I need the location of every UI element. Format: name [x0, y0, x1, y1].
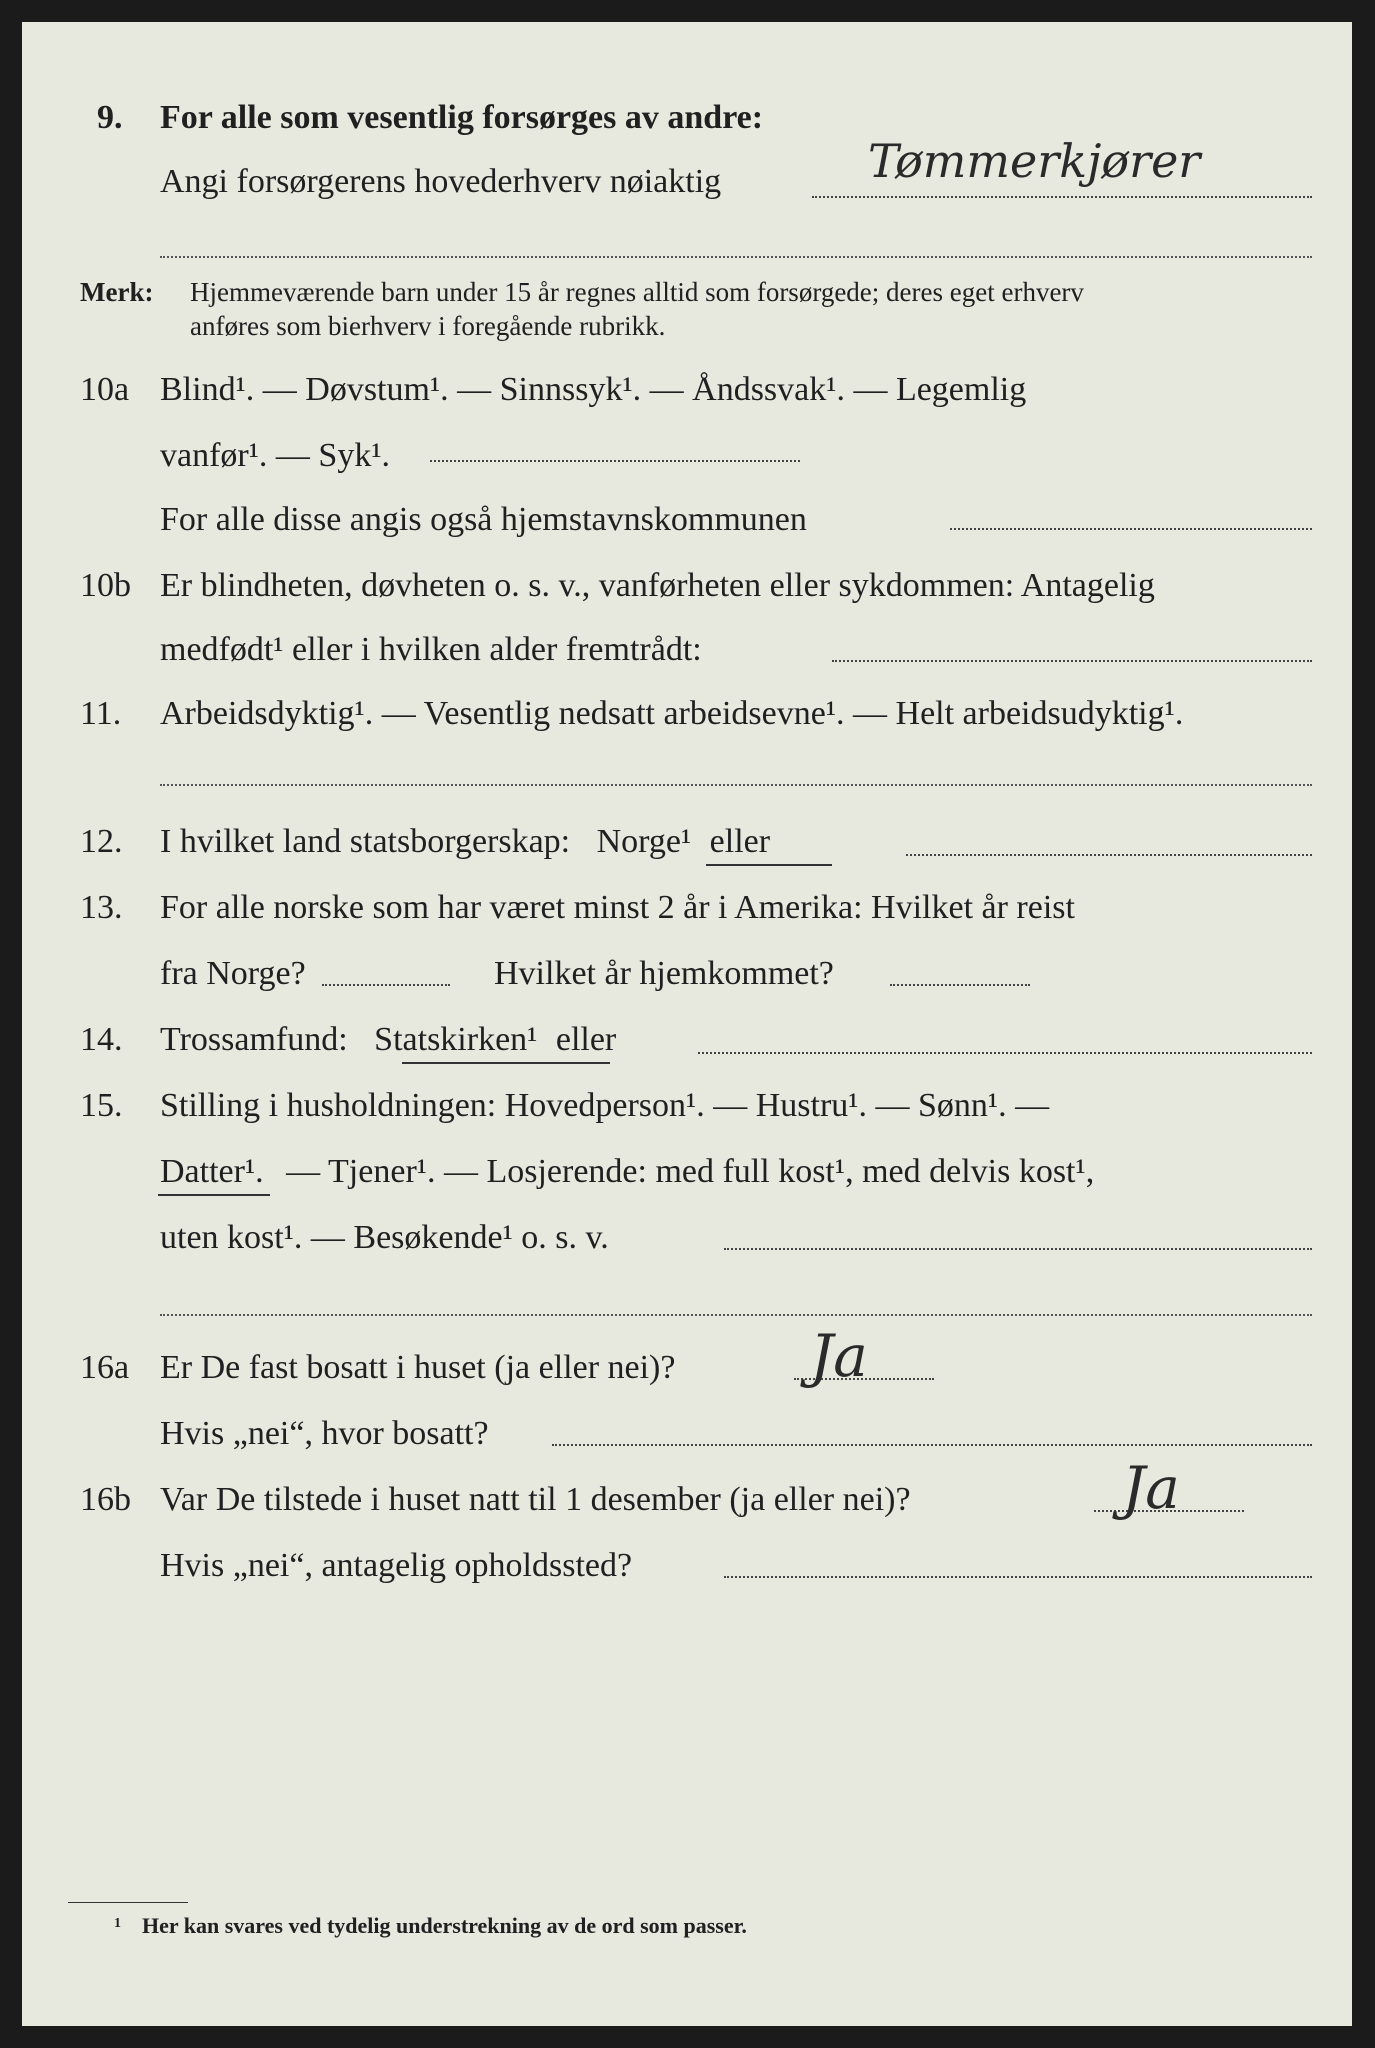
q15-answer-underline — [158, 1194, 270, 1196]
q12-answer-line[interactable] — [906, 854, 1312, 856]
q14-underlined-answer: Statskirken¹ — [374, 1021, 538, 1058]
footnote-text: Her kan svares ved tydelig understrekning av de ord som passer. — [142, 1913, 747, 1938]
merk-text-line2: anføres som bierhverv i foregående rubrikk. — [190, 311, 666, 341]
footnote-separator — [68, 1902, 188, 1903]
census-form-page — [22, 22, 1352, 2026]
q16b-handwritten-answer: Ja — [1122, 1454, 1180, 1522]
q10b-answer-line[interactable] — [832, 660, 1312, 662]
q15-answer-line[interactable] — [724, 1248, 1312, 1250]
q11-number: 11. — [80, 695, 122, 732]
q10a-line2: vanfør¹. — Syk¹. — [160, 437, 391, 474]
q10a-number: 10a — [80, 371, 130, 408]
q16b-line2: Hvis „nei“, antagelig opholdssted? — [160, 1547, 633, 1584]
q12-number: 12. — [80, 823, 123, 860]
q14-answer-underline — [402, 1062, 610, 1064]
q14-number: 14. — [80, 1021, 123, 1058]
q16a-handwritten-answer: Ja — [810, 1322, 868, 1390]
q15-number: 15. — [80, 1087, 123, 1124]
q12-answer-underline — [706, 864, 832, 866]
q15-line1: Stilling i husholdningen: Hovedperson¹. — Hustru¹. — Sønn¹. — — [160, 1087, 1050, 1124]
q16b-location-line[interactable] — [724, 1576, 1312, 1578]
q16b-line1: Var De tilstede i huset natt til 1 desember (ja eller nei)? — [160, 1481, 911, 1518]
q14-prompt — [160, 1020, 616, 1060]
q10b-number: 10b — [80, 567, 131, 604]
q13-line1: For alle norske som har været minst 2 år i Amerika: Hvilket år reist — [160, 889, 1075, 926]
q10a-sick-answer-line[interactable] — [430, 460, 800, 462]
q12-prefix: I hvilket land statsborgerskap: — [160, 823, 571, 860]
q10a-line3: For alle disse angis også hjemstavnskommunen — [160, 501, 807, 538]
q15-extra-line[interactable] — [160, 1314, 1312, 1316]
q13-line2a: fra Norge? — [160, 955, 306, 992]
q16a-location-line[interactable] — [552, 1444, 1312, 1446]
q14-prefix: Trossamfund: — [160, 1021, 348, 1058]
q9-extra-line[interactable] — [160, 256, 1312, 258]
q11-line1: Arbeidsdyktig¹. — Vesentlig nedsatt arbeidsevne¹. — Helt arbeidsudyktig¹. — [160, 695, 1184, 732]
q16b-number: 16b — [80, 1481, 131, 1518]
q9-answer-line[interactable] — [812, 196, 1312, 198]
q16a-line2: Hvis „nei“, hvor bosatt? — [160, 1415, 489, 1452]
q15-line2 — [160, 1152, 1094, 1192]
q15-underlined-answer: Datter¹. — [160, 1153, 264, 1190]
q9-handwritten-answer: Tømmerkjører — [868, 134, 1201, 188]
q10a-home-municipality-line[interactable] — [950, 528, 1312, 530]
q9-number: 9. — [97, 99, 123, 136]
q14-suffix: eller — [555, 1021, 617, 1058]
q9-title: For alle som vesentlig forsørges av andre: — [160, 99, 764, 136]
q13-number: 13. — [80, 889, 123, 926]
footnote-mark: 1 — [114, 1916, 121, 1931]
q12-prompt — [160, 822, 770, 862]
q14-answer-line[interactable] — [698, 1052, 1312, 1054]
q13-departure-year-line[interactable] — [322, 984, 450, 986]
q16a-line1: Er De fast bosatt i huset (ja eller nei)? — [160, 1349, 676, 1386]
q13-return-year-line[interactable] — [890, 984, 1030, 986]
q12-underlined-answer: Norge¹ — [596, 823, 692, 860]
q12-suffix: eller — [709, 823, 771, 860]
q10b-line1: Er blindheten, døvheten o. s. v., vanførheten eller sykdommen: Antagelig — [160, 567, 1155, 604]
q10a-line1: Blind¹. — Døvstum¹. — Sinnssyk¹. — Åndssvak¹. — Legemlig — [160, 371, 1027, 408]
q9-prompt: Angi forsørgerens hovederhverv nøiaktig — [160, 163, 722, 200]
q15-line2-rest: — Tjener¹. — Losjerende: med full kost¹, med delvis kost¹, — [286, 1153, 1095, 1190]
q13-line2b: Hvilket år hjemkommet? — [494, 955, 834, 992]
q16a-number: 16a — [80, 1349, 130, 1386]
q11-extra-line[interactable] — [160, 784, 1312, 786]
q10b-line2: medfødt¹ eller i hvilken alder fremtrådt: — [160, 631, 702, 668]
merk-label: Merk: — [80, 277, 154, 307]
q15-line3: uten kost¹. — Besøkende¹ o. s. v. — [160, 1219, 609, 1256]
merk-text-line1: Hjemmeværende barn under 15 år regnes alltid som forsørgede; deres eget erhverv — [190, 277, 1084, 307]
